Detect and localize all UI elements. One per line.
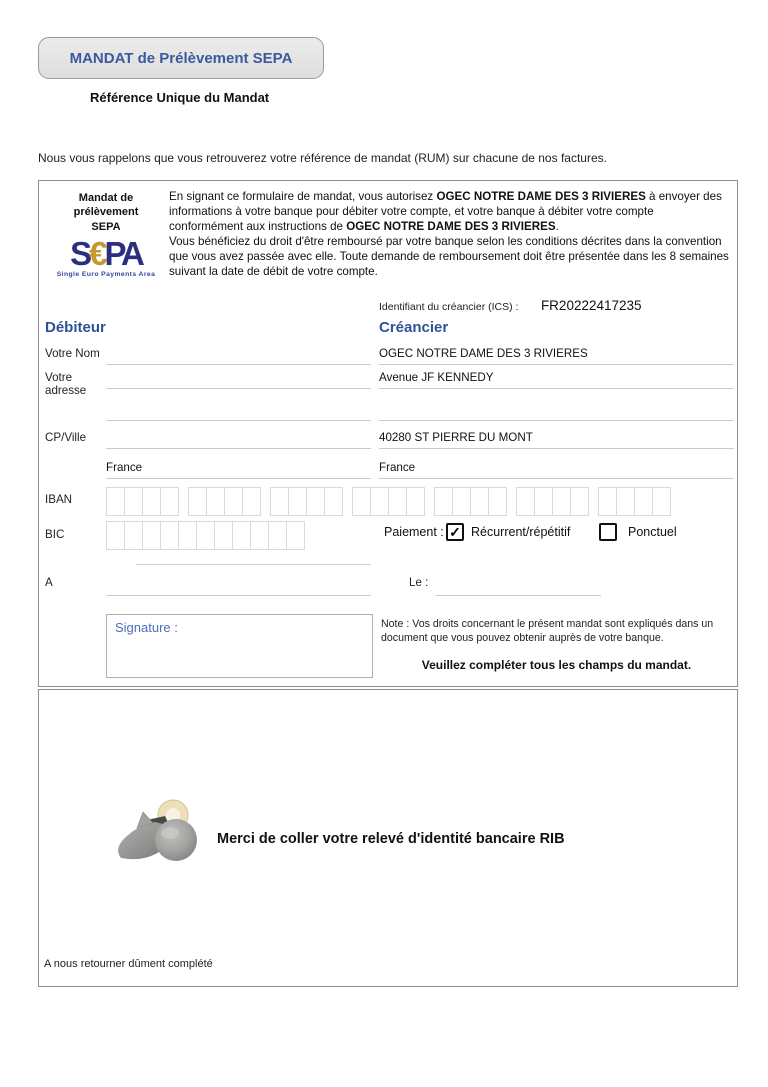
iban-cell[interactable]: [616, 487, 635, 516]
bic-cell[interactable]: [250, 521, 269, 550]
authorization-text: [169, 189, 729, 279]
rib-instruction: Merci de coller votre relevé d'identité bancaire RIB: [217, 831, 565, 847]
bic-cell[interactable]: [268, 521, 287, 550]
iban-cell[interactable]: [188, 487, 207, 516]
bic-label: BIC: [45, 528, 65, 541]
debtor-address-label: Votre adresse: [45, 371, 87, 397]
iban-cell[interactable]: [288, 487, 307, 516]
iban-cell[interactable]: [570, 487, 589, 516]
iban-cell[interactable]: [598, 487, 617, 516]
debtor-name-field[interactable]: [106, 347, 371, 365]
signature-box[interactable]: [106, 614, 373, 678]
refund-paragraph: Vous bénéficiez du droit d'être remboursé par votre banque selon les conditions décrites dans la convention que vous avez passée avec elle. Toute demande de remboursement doit être présentée dans les 8 semaines suivant la date de débit de votre compte.: [169, 235, 729, 279]
debtor-address-field-2[interactable]: [106, 403, 371, 421]
creditor-country-value: France: [379, 461, 734, 479]
creditor-heading: Créancier: [379, 319, 449, 336]
tape-dispenser-icon: [113, 792, 211, 868]
mandate-side-title: Mandat de prélèvement SEPA: [73, 192, 139, 233]
iban-cell[interactable]: [516, 487, 535, 516]
recurrent-label: Récurrent/répétitif: [471, 525, 571, 539]
recurrent-checkbox[interactable]: ✓: [446, 523, 464, 541]
iban-label: IBAN: [45, 493, 73, 506]
creditor-address-value: Avenue JF KENNEDY: [379, 371, 734, 389]
sepa-logo-tagline: Single Euro Payments Area: [56, 271, 156, 278]
place-field-upper-line[interactable]: [136, 564, 371, 565]
iban-cell[interactable]: [206, 487, 225, 516]
mandate-title-label: MANDAT de Prélèvement SEPA: [69, 49, 293, 67]
authorization-paragraph: En signant ce formulaire de mandat, vous autorisez OGEC NOTRE DAME DES 3 RIVIERES à envoyer des informations à votre banque pour débiter votre compte, et votre banque à débiter votre compte conformément aux instructions de OGEC NOTRE DAME DES 3 RIVIERES.: [169, 190, 722, 234]
iban-cell[interactable]: [552, 487, 571, 516]
euro-sign-icon: €: [89, 235, 105, 272]
bic-cell[interactable]: [106, 521, 125, 550]
iban-cell[interactable]: [406, 487, 425, 516]
iban-cell[interactable]: [124, 487, 143, 516]
bic-grid: [106, 521, 305, 550]
bic-cell[interactable]: [286, 521, 305, 550]
mandate-title-button: [38, 37, 324, 79]
unique-mandate-reference-label: Référence Unique du Mandat: [90, 90, 270, 105]
iban-cell[interactable]: [352, 487, 371, 516]
place-label: A: [45, 576, 53, 589]
payment-label: Paiement :: [384, 525, 444, 539]
debtor-city-field[interactable]: [106, 431, 371, 449]
iban-cell[interactable]: [142, 487, 161, 516]
iban-cell[interactable]: [634, 487, 653, 516]
rum-reminder-text: Nous vous rappelons que vous retrouverez votre référence de mandat (RUM) sur chacune de nos factures.: [38, 151, 607, 165]
iban-cell[interactable]: [370, 487, 389, 516]
creditor-city-value: 40280 ST PIERRE DU MONT: [379, 431, 734, 449]
bic-cell[interactable]: [124, 521, 143, 550]
ics-label: Identifiant du créancier (ICS) :: [379, 301, 519, 313]
place-field[interactable]: [106, 578, 371, 596]
ics-value: FR20222417235: [540, 298, 642, 313]
debtor-name-label: Votre Nom: [45, 347, 100, 360]
bic-cell[interactable]: [178, 521, 197, 550]
rights-note: Note : Vos droits concernant le présent mandat sont expliqués dans un document que vous pouvez obtenir auprès de votre banque.: [381, 618, 714, 645]
creditor-address-line-2: [379, 403, 734, 421]
date-field[interactable]: [436, 578, 601, 596]
mandate-form-box: [38, 180, 738, 687]
ponctuel-label: Ponctuel: [628, 525, 677, 539]
iban-cell[interactable]: [106, 487, 125, 516]
iban-cell[interactable]: [270, 487, 289, 516]
bic-cell[interactable]: [160, 521, 179, 550]
debtor-heading: Débiteur: [45, 319, 106, 336]
rib-box: [38, 689, 738, 987]
iban-cell[interactable]: [652, 487, 671, 516]
iban-cell[interactable]: [224, 487, 243, 516]
iban-cell[interactable]: [160, 487, 179, 516]
iban-cell[interactable]: [488, 487, 507, 516]
sepa-logo-wordmark: S€PA: [70, 235, 142, 272]
signature-label: Signature :: [115, 620, 178, 635]
bic-cell[interactable]: [196, 521, 215, 550]
iban-cell[interactable]: [388, 487, 407, 516]
iban-cell[interactable]: [470, 487, 489, 516]
iban-cell[interactable]: [534, 487, 553, 516]
debtor-city-label: CP/Ville: [45, 431, 87, 444]
iban-cell[interactable]: [306, 487, 325, 516]
bic-cell[interactable]: [142, 521, 161, 550]
debtor-address-field-1[interactable]: [106, 371, 371, 389]
bic-cell[interactable]: [232, 521, 251, 550]
creditor-name-value: OGEC NOTRE DAME DES 3 RIVIERES: [379, 347, 734, 365]
iban-cell[interactable]: [324, 487, 343, 516]
iban-cell[interactable]: [434, 487, 453, 516]
date-label: Le :: [409, 576, 429, 589]
sepa-logo: [47, 237, 165, 278]
complete-all-fields-notice: Veuillez compléter tous les champs du mandat.: [421, 658, 692, 672]
ponctuel-checkbox[interactable]: [599, 523, 617, 541]
iban-cell[interactable]: [242, 487, 261, 516]
iban-grid: [106, 487, 671, 516]
creditor-identifier-row: [379, 297, 642, 315]
bic-cell[interactable]: [214, 521, 233, 550]
iban-cell[interactable]: [452, 487, 471, 516]
debtor-country-value: France: [106, 461, 371, 479]
return-instruction: A nous retourner dûment complété: [44, 958, 213, 970]
